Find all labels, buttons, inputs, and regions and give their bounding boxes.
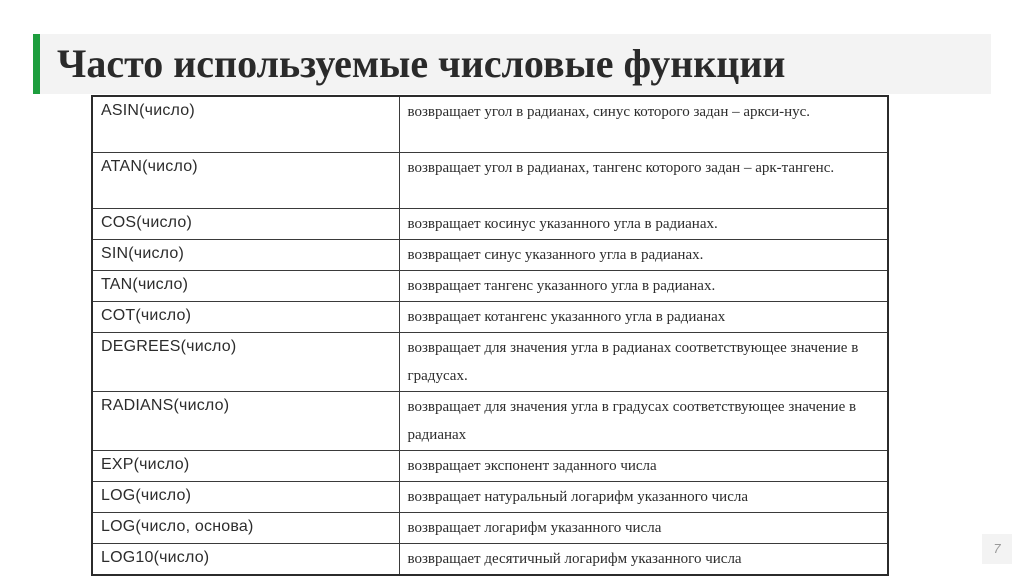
function-description: возвращает тангенс указанного угла в радианах. xyxy=(399,270,888,301)
function-name: LOG(число, основа) xyxy=(92,512,399,543)
function-description: возвращает десятичный логарифм указанного числа xyxy=(399,543,888,575)
function-name: LOG(число) xyxy=(92,481,399,512)
function-description: возвращает логарифм указанного числа xyxy=(399,512,888,543)
table-row xyxy=(92,543,888,575)
function-name: LOG10(число) xyxy=(92,543,399,575)
function-description: возвращает экспонент заданного числа xyxy=(399,450,888,481)
table-row xyxy=(92,301,888,332)
title-accent-bar xyxy=(33,34,40,94)
function-description: возвращает котангенс указанного угла в радианах xyxy=(399,301,888,332)
table-row xyxy=(92,239,888,270)
function-name: ATAN(число) xyxy=(92,152,399,208)
function-name: RADIANS(число) xyxy=(92,391,399,450)
table-row xyxy=(92,208,888,239)
function-name: COS(число) xyxy=(92,208,399,239)
function-description: возвращает косинус указанного угла в радианах. xyxy=(399,208,888,239)
function-name: ASIN(число) xyxy=(92,96,399,152)
table-row xyxy=(92,391,888,450)
page-number: 7 xyxy=(982,534,1012,564)
table-row xyxy=(92,332,888,391)
function-description: возвращает для значения угла в градусах соответствующее значение в радианах xyxy=(399,391,888,450)
table-row xyxy=(92,152,888,208)
function-description: возвращает синус указанного угла в радианах. xyxy=(399,239,888,270)
title-bar xyxy=(33,34,991,94)
table-row xyxy=(92,512,888,543)
functions-table xyxy=(91,95,889,576)
slide-title: Часто используемые числовые функции xyxy=(57,41,786,86)
table-row xyxy=(92,96,888,152)
function-description: возвращает натуральный логарифм указанного числа xyxy=(399,481,888,512)
function-name: COT(число) xyxy=(92,301,399,332)
table-row xyxy=(92,270,888,301)
function-name: EXP(число) xyxy=(92,450,399,481)
function-description: возвращает угол в радианах, тангенс которого задан – арк-тангенс. xyxy=(399,152,888,208)
function-name: DEGREES(число) xyxy=(92,332,399,391)
function-description: возвращает для значения угла в радианах соответствующее значение в градусах. xyxy=(399,332,888,391)
function-name: TAN(число) xyxy=(92,270,399,301)
function-name: SIN(число) xyxy=(92,239,399,270)
table-row xyxy=(92,481,888,512)
function-description: возвращает угол в радианах, синус которого задан – аркси-нус. xyxy=(399,96,888,152)
table-row xyxy=(92,450,888,481)
